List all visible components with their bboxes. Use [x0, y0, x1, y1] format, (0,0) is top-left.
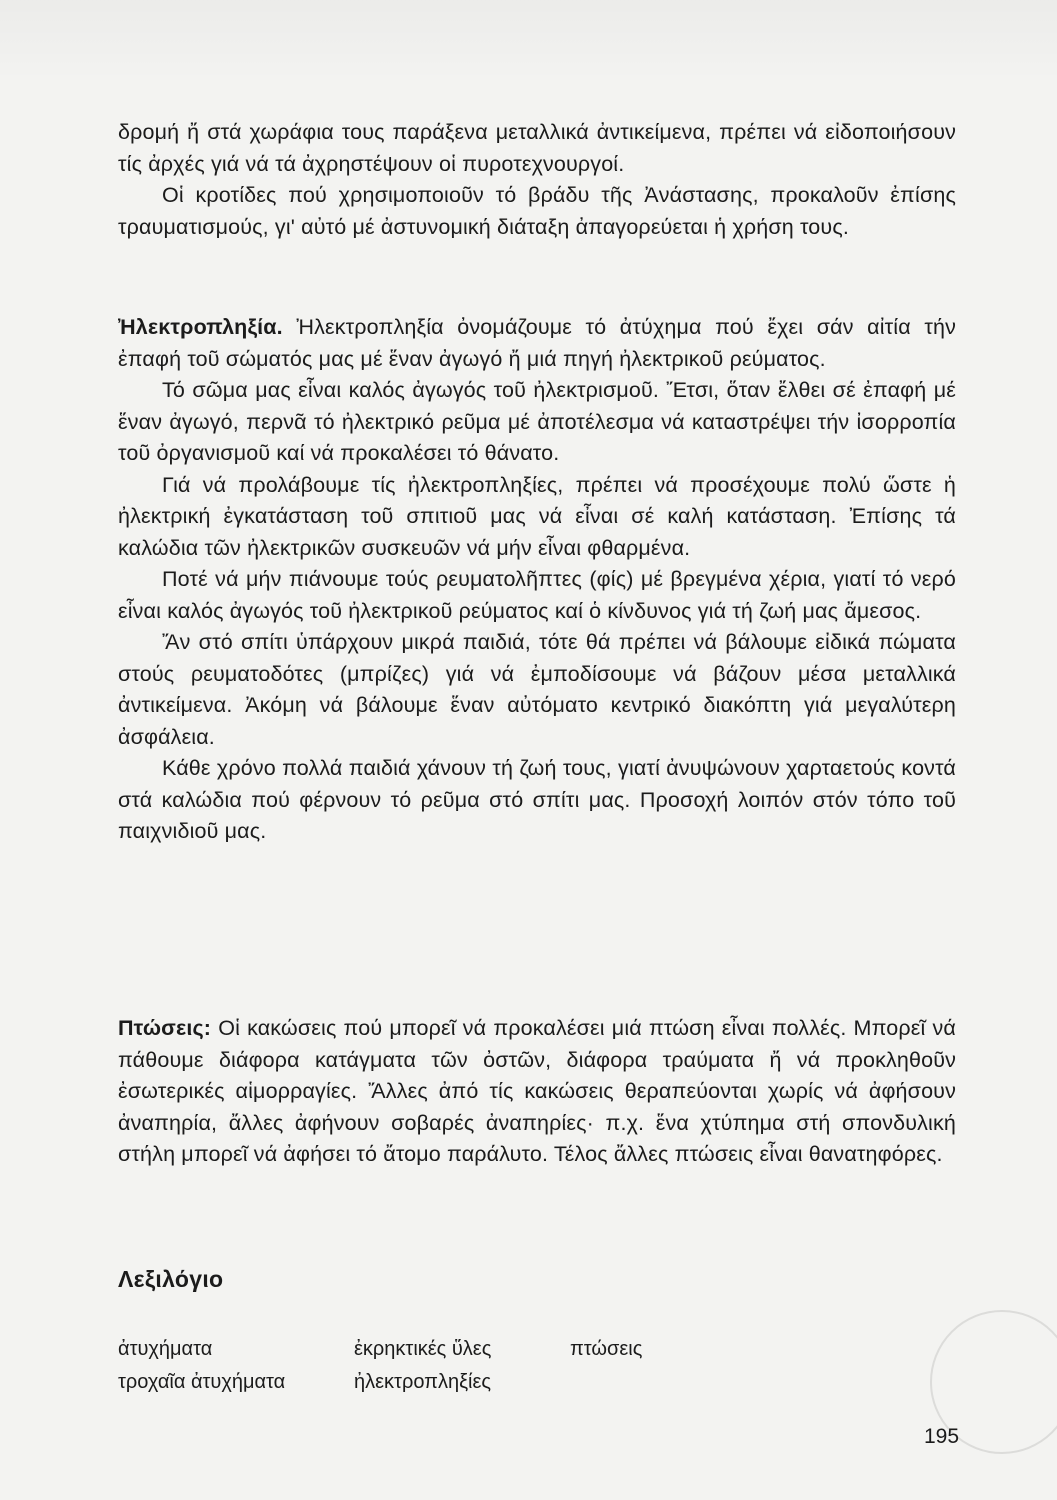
intro-section — [118, 117, 956, 243]
intro-paragraph-1: δρομή ἤ στά χωράφια τους παράξενα μεταλλικά ἀντικείμενα, πρέπει νά εἰδοποιήσουν τίς ἀρχές γιά νά τά ἀχρηστέψουν οἱ πυροτεχνουργοί. — [118, 120, 956, 176]
electric-shock-section — [118, 312, 956, 848]
vocabulary-column-1 — [118, 1333, 285, 1399]
vocabulary-word: ἀτυχήματα — [118, 1338, 213, 1360]
vocabulary-column-2 — [354, 1333, 491, 1399]
falls-paragraph-text: Οἱ κακώσεις πού μπορεῖ νά προκαλέσει μιά πτώση εἶναι πολλές. Μπορεῖ νά πάθουμε διάφορα κατάγματα τῶν ὀστῶν, διάφορα τραύματα ἤ νά προκληθοῦν ἐσωτερικές αἱμορραγίες. Ἄλλες ἀπό τίς κακώσεις θεραπεύονται χωρίς νά ἀφήσουν ἀναπηρία, ἄλλες ἀφήνουν σοβαρές ἀναπηρίες· π.χ. ἕνα χτύπημα στή σπονδυλική στήλη μπορεῖ νά ἀφήσει τό ἄτομο παράλυτο. Τέλος ἄλλες πτώσεις εἶναι θανατηφόρες. — [118, 1016, 956, 1166]
intro-paragraph-2: Οἱ κροτίδες πού χρησιμοποιοῦν τό βράδυ τῆς Ἀνάστασης, προκαλοῦν ἐπίσης τραυματισμούς, γι' αὐτό μέ ἀστυνομική διάταξη ἀπαγορεύεται ἡ χρήση τους. — [118, 183, 956, 239]
falls-section — [118, 1013, 956, 1171]
shock-paragraph-1-text: Ἠλεκτροπληξία ὀνομάζουμε τό ἀτύχημα πού ἔχει σάν αἰτία τήν ἐπαφή τοῦ σώματός μας μέ ἕναν ἀγωγό ἤ μιά πηγή ἠλεκτρικοῦ ρεύματος. — [118, 315, 956, 371]
vocabulary-word: τροχαῖα ἀτυχήματα — [118, 1371, 286, 1393]
scan-shading — [0, 0, 1057, 80]
shock-lead-term: Ἠλεκτροπληξία. — [118, 315, 283, 339]
page-number: 195 — [924, 1425, 960, 1448]
vocabulary-word: πτώσεις — [570, 1338, 643, 1360]
vocabulary-word: ἐκρηκτικές ὕλες — [354, 1338, 492, 1360]
vocabulary-word: ἠλεκτροπληξίες — [354, 1371, 492, 1393]
shock-paragraph-5: Ἄν στό σπίτι ὑπάρχουν μικρά παιδιά, τότε θά πρέπει νά βάλουμε εἰδικά πώματα στούς ρευματοδότες (μπρίζες) γιά νά ἐμποδίσουμε νά βάζουν μέσα μεταλλικά ἀντικείμενα. Ἀκόμη νά βάλουμε ἕναν αὐτόματο κεντρικό διακόπτη γιά μεγαλύτερη ἀσφάλεια. — [118, 630, 956, 749]
falls-paragraph — [118, 1013, 956, 1171]
shock-paragraph-3: Γιά νά προλάβουμε τίς ἠλεκτροπληξίες, πρέπει νά προσέχουμε πολύ ὥστε ἡ ἠλεκτρική ἐγκατάσταση τοῦ σπιτιοῦ μας νά εἶναι σέ καλή κατάσταση. Ἐπίσης τά καλώδια τῶν ἠλεκτρικῶν συσκευῶν νά μήν εἶναι φθαρμένα. — [118, 472, 956, 560]
vocabulary-column-3 — [570, 1333, 642, 1366]
shock-paragraph-1 — [118, 312, 956, 375]
shock-paragraph-4: Ποτέ νά μήν πιάνουμε τούς ρευματολῆπτες (φίς) μέ βρεγμένα χέρια, γιατί τό νερό εἶναι καλός ἀγωγός τοῦ ἠλεκτρικοῦ ρεύματος καί ὁ κίνδυνος γιά τή ζωή μας ἄμεσος. — [118, 567, 956, 623]
shock-paragraph-2: Τό σῶμα μας εἶναι καλός ἀγωγός τοῦ ἠλεκτρισμοῦ. Ἔτσι, ὅταν ἔλθει σέ ἐπαφή μέ ἕναν ἀγωγό, περνᾶ τό ἠλεκτρικό ρεῦμα μέ ἀποτέλεσμα νά καταστρέψει τήν ἰσορροπία τοῦ ὀργανισμοῦ καί νά προκαλέσει τό θάνατο. — [118, 378, 956, 465]
shock-paragraph-6: Κάθε χρόνο πολλά παιδιά χάνουν τή ζωή τους, γιατί ἀνυψώνουν χαρταετούς κοντά στά καλώδια πού φέρνουν τό ρεῦμα στό σπίτι μας. Προσοχή λοιπόν στόν τόπο τοῦ παιχνιδιοῦ μας. — [118, 756, 956, 843]
vocabulary-heading: Λεξιλόγιο — [118, 1266, 224, 1292]
falls-lead-term: Πτώσεις: — [118, 1016, 212, 1040]
